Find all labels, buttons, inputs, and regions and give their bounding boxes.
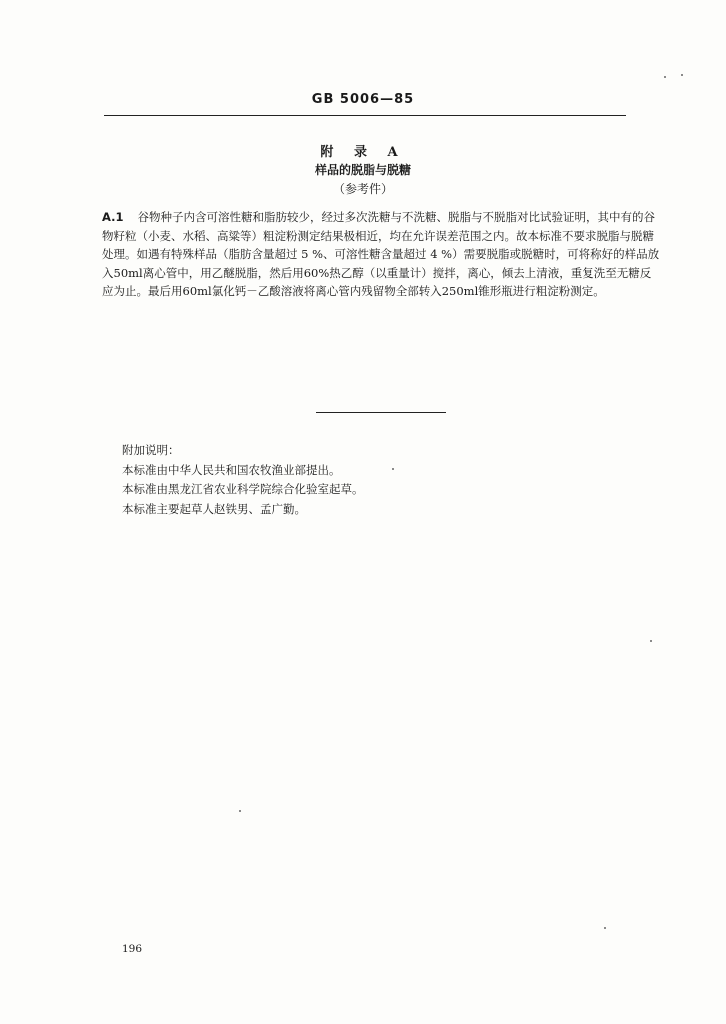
additional-notes [122,441,602,519]
section-label: A.1 [102,210,124,224]
appendix-title: 附 录 A [320,145,406,160]
section-a1-paragraph [102,208,662,301]
notes-heading: 附加说明： [122,443,180,457]
scan-speck [650,640,652,642]
scan-speck [239,810,241,812]
notes-line: 本标准主要起草人赵铁男、孟广勤。 [122,501,306,516]
section-text: 谷物种子内含可溶性糖和脂肪较少，经过多次洗糖与不洗糖、脱脂与不脱脂对比试验证明，其中有的谷物籽粒（小麦、水稻、高粱等）粗淀粉测定结果极相近，均在允许误差范围之内。故本标准不要求脱脂与脱糖处理。如遇有特殊样品（脂肪含量超过 5 %、可溶性糖含量超过 4 %）需要脱脂或脱糖时，可将称好的样品放入50ml离心管中，用乙醚脱脂，然后用60%热乙醇（以重量计）搅拌，离心，倾去上清液，重复洗至无糖反应为止。最后用60ml氯化钙－乙酸溶液将离心管内残留物全部转入250ml锥形瓶进行粗淀粉测定。 [102,210,660,298]
scan-speck [664,76,666,78]
notes-line: 本标准由中华人民共和国农牧渔业部提出。 [122,462,341,477]
header-rule [104,115,626,116]
scan-speck [681,74,683,76]
standard-code: GB 5006—85 [311,92,415,107]
scan-speck [604,927,606,929]
notes-line: 本标准由黑龙江省农业科学院综合化验室起草。 [122,482,364,496]
page-number: 196 [122,943,143,955]
appendix-subtitle: 样品的脱脂与脱糖 [314,163,411,177]
section-divider [316,412,446,413]
appendix-note: （参考件） [332,182,393,196]
scan-speck [392,468,394,470]
